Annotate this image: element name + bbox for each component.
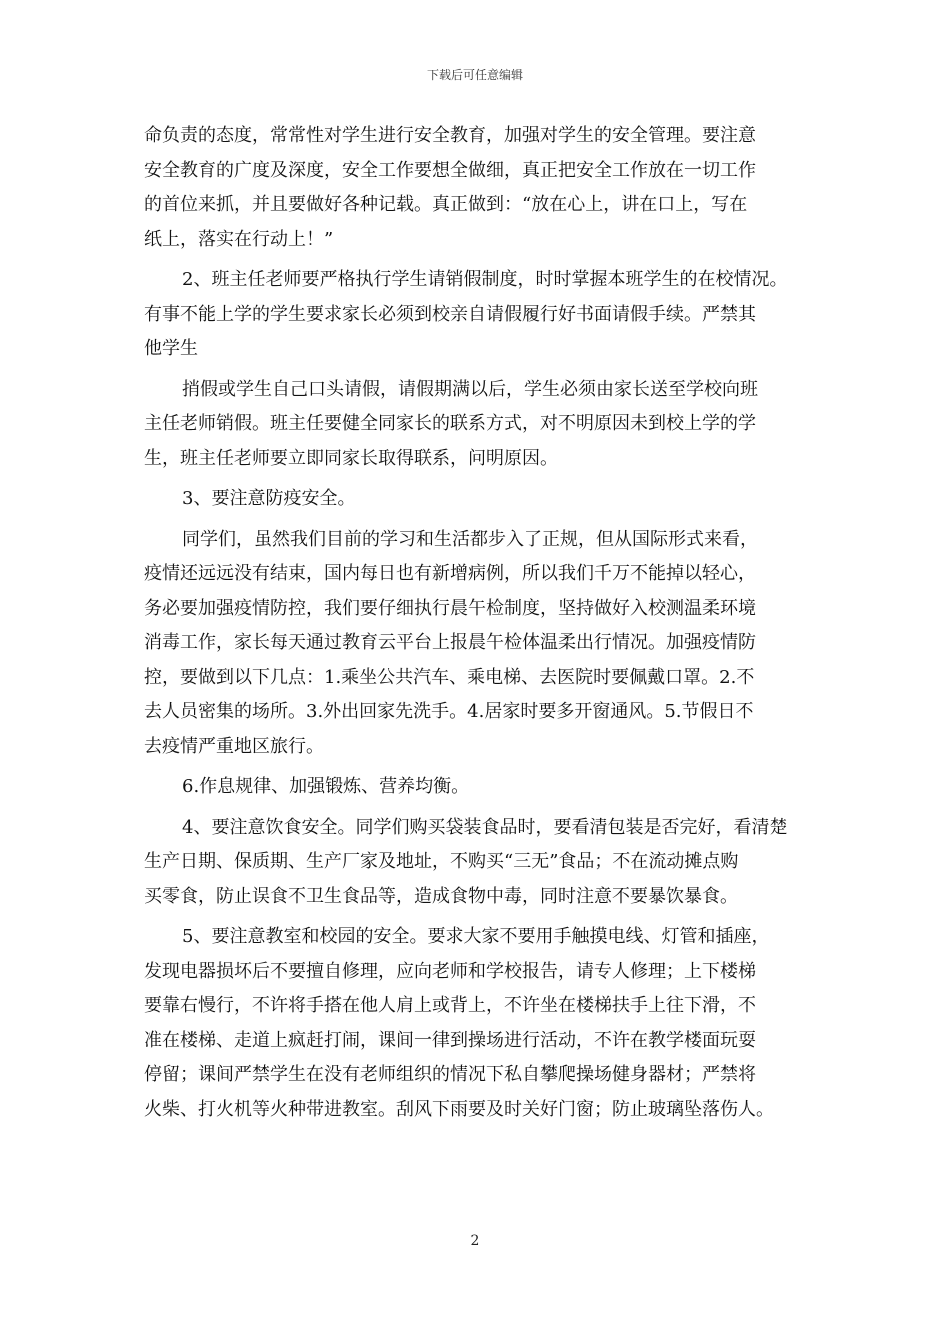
text-line: 安全教育的广度及深度，安全工作要想全做细，真正把安全工作放在一切工作 (144, 159, 756, 181)
text-line: 疫情还远远没有结束，国内每日也有新增病例，所以我们千万不能掉以轻心， (144, 563, 756, 584)
text-line: 有事不能上学的学生要求家长必须到校亲自请假履行好书面请假手续。严禁其 (144, 303, 756, 325)
paragraph (144, 263, 812, 367)
text-line: 务必要加强疫情防控，我们要仔细执行晨午检制度，坚持做好入校测温柔环境 (144, 597, 756, 619)
text-line: 命负责的态度，常常性对学生进行安全教育，加强对学生的安全管理。要注意 (144, 125, 756, 146)
text-line: 发现电器损坏后不要擅自修理，应向老师和学校报告，请专人修理；上下楼梯 (144, 960, 756, 982)
text-line: 5、要注意教室和校园的安全。要求大家不要用手触摸电线、灯管和插座， (182, 926, 770, 947)
text-line: 买零食，防止误食不卫生食品等，造成食物中毒，同时注意不要暴饮暴食。 (144, 885, 738, 907)
text-line: 准在楼梯、走道上疯赶打闹，课间一律到操场进行活动，不许在教学楼面玩耍 (144, 1029, 756, 1051)
text-line: 停留；课间严禁学生在没有老师组织的情况下私自攀爬操场健身器材；严禁将 (144, 1064, 756, 1085)
paragraph (144, 119, 812, 257)
paragraph (144, 811, 812, 915)
page-header: 下载后可任意编辑 (426, 68, 523, 82)
paragraph (144, 920, 812, 1127)
page-number: 2 (470, 1233, 480, 1249)
text-line: 控，要做到以下几点：1.乘坐公共汽车、乘电梯、去医院时要佩戴口罩。2.不 (144, 666, 755, 688)
text-line: 3、要注意防疫安全。 (182, 488, 356, 509)
text-line: 2、班主任老师要严格执行学生请销假制度，时时掌握本班学生的在校情况。 (182, 269, 788, 290)
text-line: 生产日期、保质期、生产厂家及地址，不购买“三无”食品；不在流动摊点购 (144, 851, 739, 872)
text-line: 6.作息规律、加强锻炼、营养均衡。 (182, 776, 470, 797)
text-line: 生，班主任老师要立即同家长取得联系，问明原因。 (144, 447, 558, 469)
text-line: 去人员密集的场所。3.外出回家先洗手。4.居家时要多开窗通风。5.节假日不 (144, 701, 754, 722)
text-line: 去疫情严重地区旅行。 (144, 735, 324, 757)
text-line: 他学生 (144, 338, 198, 359)
text-line: 火柴、打火机等火种带进教室。刮风下雨要及时关好门窗；防止玻璃坠落伤人。 (144, 1098, 774, 1120)
text-line: 消毒工作，家长每天通过教育云平台上报晨午检体温柔出行情况。加强疫情防 (144, 632, 756, 653)
text-line: 主任老师销假。班主任要健全同家长的联系方式，对不明原因未到校上学的学 (144, 413, 756, 434)
paragraph (144, 770, 812, 805)
text-line: 捎假或学生自己口头请假，请假期满以后，学生必须由家长送至学校向班 (182, 378, 758, 400)
text-line: 纸上，落实在行动上！” (144, 228, 334, 250)
paragraph (144, 523, 812, 765)
text-line: 同学们，虽然我们目前的学习和生活都步入了正规，但从国际形式来看， (182, 528, 758, 550)
document-body (144, 119, 812, 1127)
text-line: 要靠右慢行，不许将手搭在他人肩上或背上，不许坐在楼梯扶手上往下滑，不 (144, 995, 756, 1016)
paragraph (144, 482, 812, 517)
paragraph (144, 373, 812, 477)
text-line: 的首位来抓，并且要做好各种记载。真正做到：“放在心上，讲在口上，写在 (144, 194, 748, 215)
text-line: 4、要注意饮食安全。同学们购买袋装食品时，要看清包装是否完好，看清楚 (182, 816, 788, 838)
